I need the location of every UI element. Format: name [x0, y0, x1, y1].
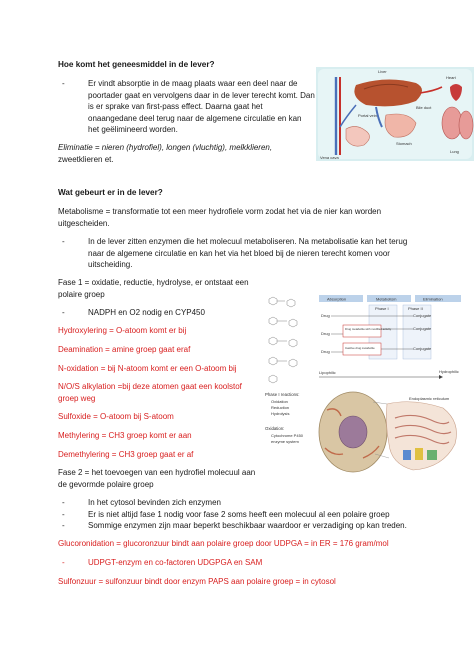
heart-label: Heart [446, 75, 456, 80]
bullet-dash: - [62, 521, 65, 530]
conjugate-label: Conjugate [413, 313, 432, 318]
bile-duct-label: Bile duct [416, 105, 432, 110]
liver-shape [354, 79, 422, 106]
liver-circulation-figure [316, 67, 474, 161]
phase1-label: Phase I [375, 306, 389, 311]
drug-label: Drug [321, 349, 330, 354]
drug-label: Drug [321, 313, 330, 318]
absorption-header: Absorption [327, 296, 347, 302]
udpgt-line: UDPGT-enzym en co-factoren UDGPGA en SAM [88, 558, 263, 567]
hydrolysis-label: Hydrolysis [271, 411, 290, 416]
demethylation-line: Demethylering = CH3 groep gaat er af [58, 450, 194, 459]
conjugate-label: Conjugate [413, 326, 432, 331]
enzyme-bullet-line: naar de algemene circulatie en kan het via het bloed bij de nieren terecht komen voor [88, 248, 390, 258]
fase1-line: polaire groep [58, 289, 105, 299]
drug-label: Drug [321, 331, 330, 336]
alkylation-line: N/O/S alkylation =bij deze atomen gaat een koolstof [58, 382, 242, 391]
bullet1-line: poortader gaat en vervolgens daar in de lever terecht komt. Dan [88, 90, 315, 100]
liver-label: Liver [378, 69, 387, 74]
deamination-line: Deamination = amine groep gaat eraf [58, 345, 191, 354]
fase2-line: Fase 2 = het toevoegen van een hydrofiel molecuul aan [58, 468, 256, 477]
stomach-label: Stomach [396, 141, 412, 146]
cyp450-label: Cytochrome P450 [271, 433, 304, 438]
bullet-dash: - [62, 308, 65, 317]
methylation-line: Methylering = CH3 groep komt er aan [58, 431, 192, 440]
elimination-line: zweetklieren et. [58, 154, 114, 164]
fase2-bullet: Er is niet altijd fase 1 nodig voor fase 2 soms heeft een molecuul al een polaire groep [88, 509, 390, 519]
enzyme-bullet-line: uitscheiding. [88, 260, 133, 269]
vena-cava-label: Vena cava [320, 155, 339, 160]
reduction-label: Reduction [271, 405, 290, 410]
bullet-dash: - [62, 558, 65, 567]
bullet-dash: - [62, 237, 65, 246]
nadph-line: NADPH en O2 nodig en CYP450 [88, 308, 205, 317]
bullet1-line: is er sprake van first-pass effect. Daarna gaat het [88, 102, 263, 111]
phase2-label: Phase II [408, 306, 423, 311]
sulfonation-line: Sulfonzuur = sulfonzuur bindt door enzym PAPS aan polaire groep = in cytosol [58, 577, 336, 586]
bullet1-line: onaangedane deel terug naar de algemene circulatie en kan [88, 113, 302, 123]
alkylation-line: groep weg [58, 393, 96, 403]
inactive-metabolite-label: Inactive drug metabolite [345, 346, 375, 350]
metabolism-line: uitgescheiden. [58, 218, 110, 228]
modified-metabolite-label: Drug metabolite with modified activity [345, 327, 392, 331]
nucleus-shape [339, 416, 367, 448]
n-oxidation-line: N-oxidation = bij N-atoom komt er een O-atoom bij [58, 364, 237, 373]
er-label: Endoplasmic reticulum [409, 396, 450, 401]
metabolism-phases-figure [263, 293, 463, 390]
heading-liver-process: Wat gebeurt er in de lever? [58, 188, 163, 197]
lipophilic-label: Lipophilic [319, 370, 336, 375]
bullet1-line: het geëlimineerd worden. [88, 125, 178, 134]
sulfoxide-line: Sulfoxide = O-atoom bij S-atoom [58, 412, 174, 421]
fase2-bullet: In het cytosol bevinden zich enzymen [88, 498, 221, 507]
fase1-text: Fase 1 = oxidatie, reductie, hydrolyse, er ontstaat een [58, 278, 249, 287]
lung-label: Lung [450, 149, 459, 154]
conjugate-label: Conjugate [413, 346, 432, 351]
hydrophilic-label: Hydrophilic [439, 369, 459, 374]
bullet-dash: - [62, 509, 65, 519]
elimination-header: Elimination [423, 296, 443, 302]
oxidation-heading: Oxidation: [265, 426, 285, 431]
portal-vein-label: Portal vein [358, 113, 377, 118]
phase1-reactions-label: Phase I reactions: [265, 392, 300, 397]
glucuronidation-line: Glucoronidation = glucoronzuur bindt aan polaire groep door UDPGA = in ER = 176 gram/mol [58, 539, 389, 548]
cell-er-figure [263, 388, 465, 480]
bullet-dash: - [62, 498, 65, 507]
metabolism-header: Metabolism [376, 296, 397, 302]
fase1-line [58, 277, 249, 288]
elimination-line: Eliminatie = nieren (hydrofiel), longen (vluchtig), melkklieren, [58, 143, 273, 152]
metabolism-line: Metabolisme = transformatie tot een meer hydrofiele vorm zodat het via de nier kan worden [58, 207, 382, 216]
hydroxylation-line: Hydroxylering = O-atoom komt er bij [58, 326, 187, 335]
enzyme-system-label: enzyme system [271, 439, 299, 444]
fase2-line: de gevormde polaire groep [58, 479, 154, 489]
heading-liver-entry: Hoe komt het geneesmiddel in de lever? [58, 60, 215, 69]
fase2-bullet: Sommige enzymen zijn maar beperkt beschikbaar waardoor er verzadiging op kan treden. [88, 521, 407, 530]
bullet-dash: - [62, 79, 65, 88]
enzyme-bullet-line: In de lever zitten enzymen die het molecuul metaboliseren. Na metabolisatie kan het terug [88, 237, 408, 246]
oxidation-label: Oxidation [271, 399, 288, 404]
bullet1-line: Er vindt absorptie in de maag plaats waar een deel naar de [88, 79, 298, 88]
